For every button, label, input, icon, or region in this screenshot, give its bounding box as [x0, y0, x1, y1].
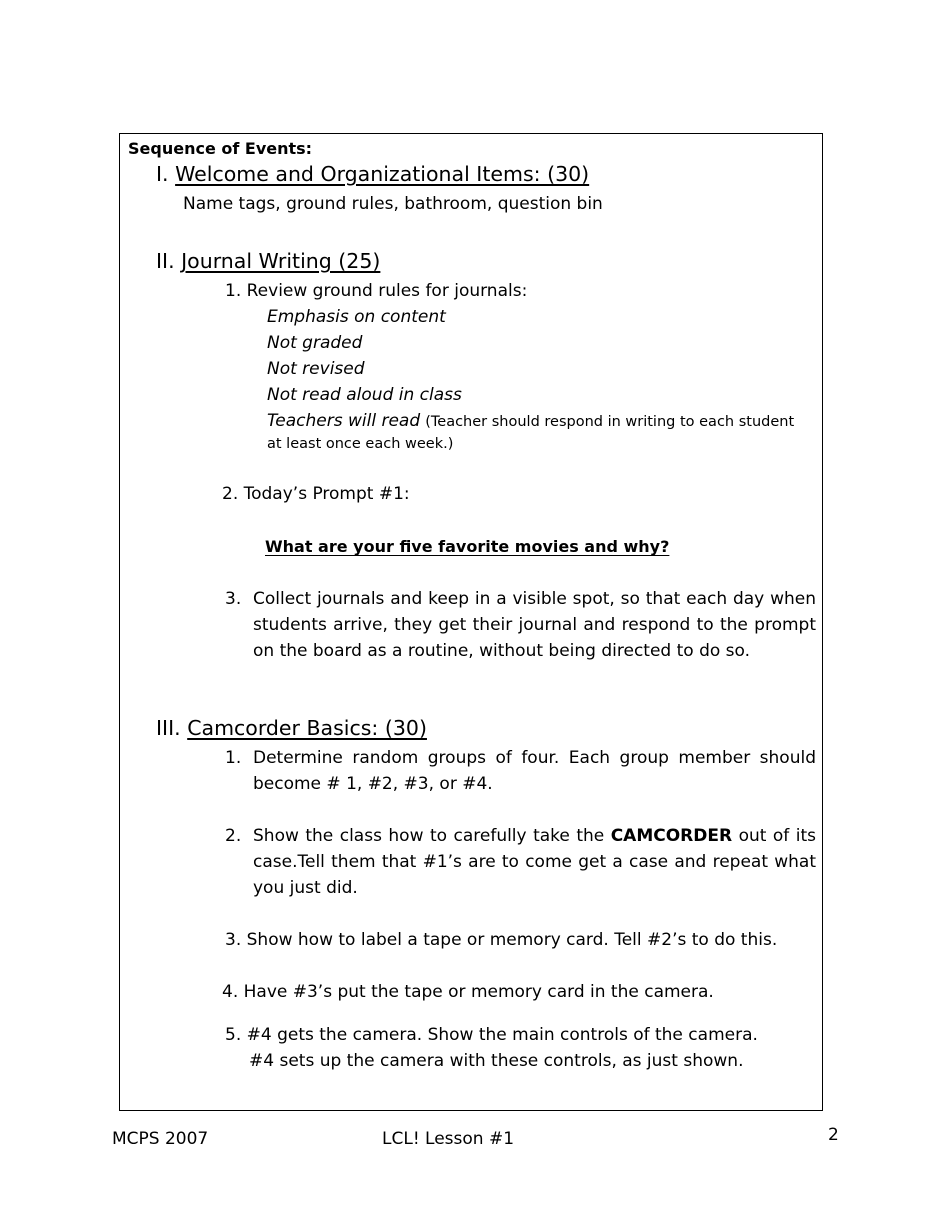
rule-5-note-line2: at least once each week.)	[267, 436, 454, 452]
journal-prompt: What are your five favorite movies and why?	[265, 537, 670, 556]
camcorder-item-2-number: 2.	[225, 826, 242, 846]
rule-item: Not read aloud in class	[267, 385, 462, 405]
rule-item: Emphasis on content	[267, 307, 446, 327]
section-1-text: Name tags, ground rules, bathroom, question bin	[183, 194, 603, 214]
section-1-numeral: I.	[156, 162, 169, 186]
section-2-heading	[156, 249, 380, 273]
rule-item: Not graded	[267, 333, 363, 353]
camcorder-word: CAMCORDER	[610, 826, 733, 846]
camcorder-item-2	[225, 823, 816, 901]
section-2-title: Journal Writing (25)	[181, 249, 381, 273]
journal-item-3-text: Collect journals and keep in a visible spot, so that each day when students arrive, they get their journal and respond to the prompt on the board as a routine, without being directed to do so.	[253, 589, 816, 661]
camcorder-item-3: 3. Show how to label a tape or memory card. Tell #2’s to do this.	[225, 930, 778, 950]
rule-item: Not revised	[267, 359, 365, 379]
lesson-box	[119, 133, 823, 1111]
journal-item-1: 1. Review ground rules for journals:	[225, 281, 528, 301]
camcorder-item-1	[225, 745, 816, 797]
camcorder-item-4: 4. Have #3’s put the tape or memory card in the camera.	[222, 982, 714, 1002]
section-3-title: Camcorder Basics: (30)	[187, 716, 427, 740]
camcorder-item-2-text-pre: Show the class how to carefully take the	[253, 826, 611, 846]
camcorder-item-1-text: Determine random groups of four. Each group member should become # 1, #2, #3, or #4.	[253, 748, 816, 794]
footer-left: MCPS 2007	[112, 1129, 209, 1149]
section-3-numeral: III.	[156, 716, 181, 740]
camcorder-item-5-line2: #4 sets up the camera with these controls, as just shown.	[249, 1051, 744, 1071]
journal-item-3	[225, 586, 816, 664]
journal-item-3-number: 3.	[225, 589, 242, 609]
section-1-heading	[156, 162, 589, 186]
rule-5-text: Teachers will read	[267, 411, 421, 431]
section-1-title: Welcome and Organizational Items: (30)	[175, 162, 590, 186]
sequence-title: Sequence of Events:	[128, 139, 313, 158]
camcorder-item-2-text-post: out of its case.Tell them that #1’s are to come get a case and repeat what you just did.	[253, 826, 816, 898]
page-number: 2	[828, 1125, 839, 1145]
camcorder-item-1-number: 1.	[225, 748, 242, 768]
camcorder-item-5: 5. #4 gets the camera. Show the main controls of the camera.	[225, 1025, 758, 1045]
journal-item-2: 2. Today’s Prompt #1:	[222, 484, 410, 504]
section-3-heading	[156, 716, 427, 740]
footer-center: LCL! Lesson #1	[382, 1129, 515, 1149]
section-2-numeral: II.	[156, 249, 175, 273]
rule-5-note: (Teacher should respond in writing to each student	[425, 414, 795, 430]
rule-item-teachers	[267, 411, 794, 431]
